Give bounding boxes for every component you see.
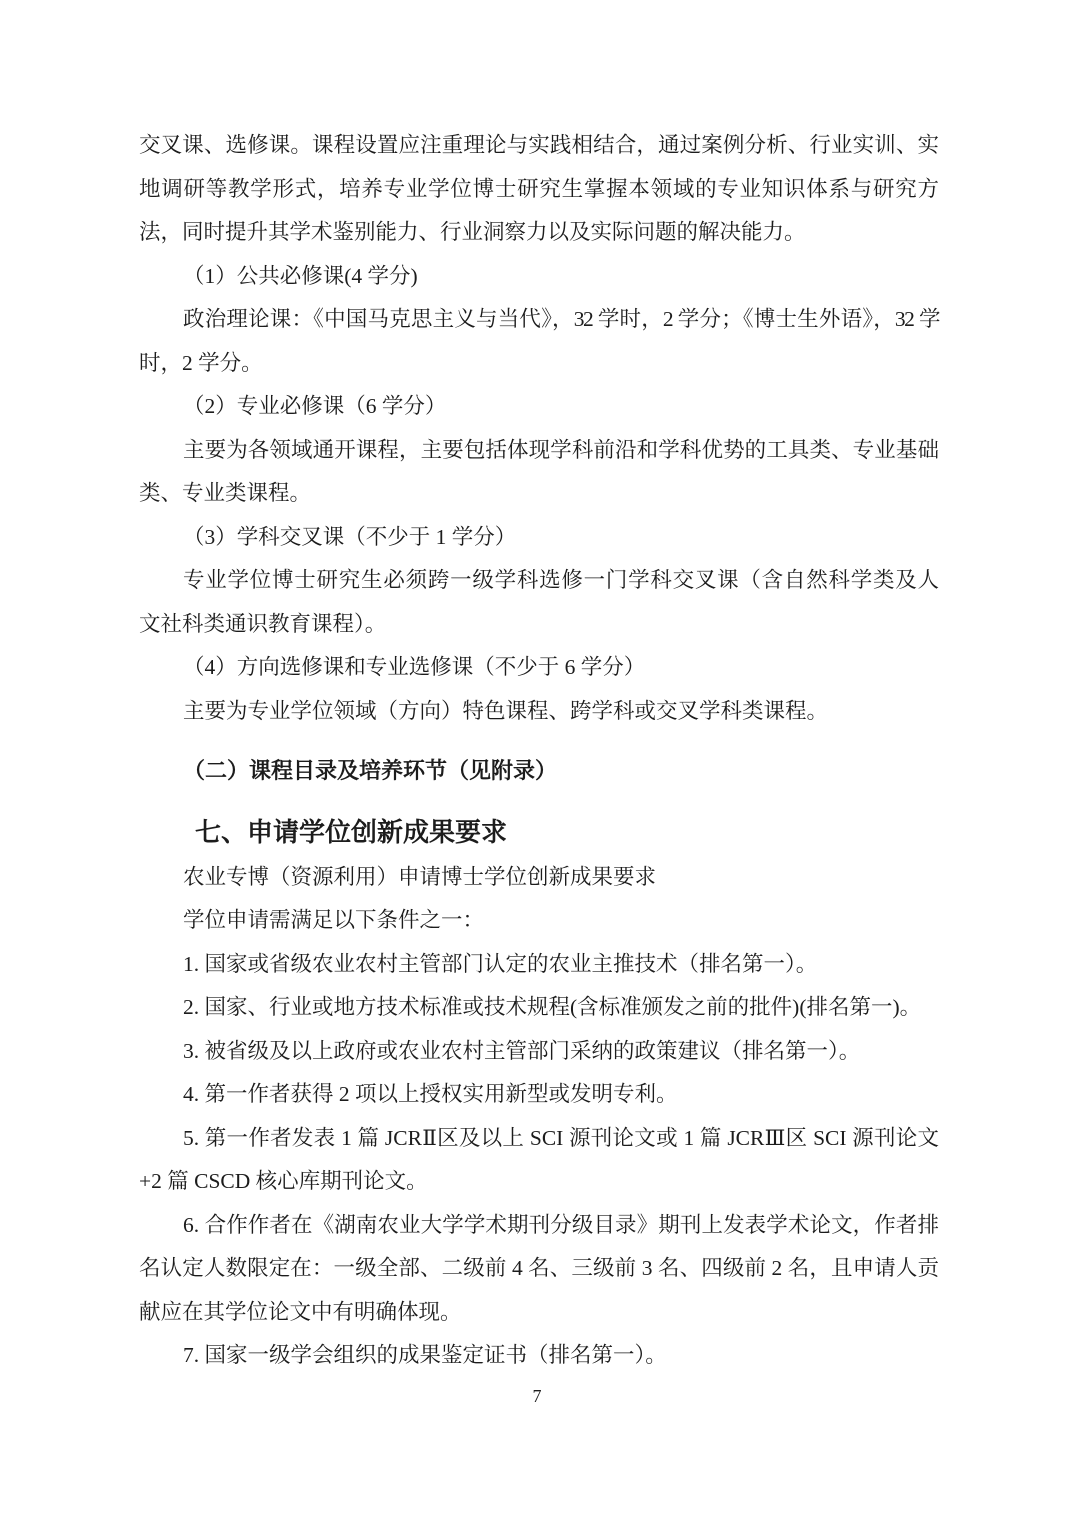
section-heading: （二）课程目录及培养环节（见附录） <box>183 758 558 783</box>
text-line: 献应在其学位论文中有明确体现。 <box>139 1299 462 1324</box>
text-line: 类、专业类课程。 <box>139 481 312 505</box>
requirement-item-line: 1. 国家或省级农业农村主管部门认定的农业主推技术（排名第一）。 <box>183 951 818 976</box>
text-line: 时，2 学分。 <box>139 350 263 375</box>
requirement-item-line: 5. 第一作者发表 1 篇 JCRⅡ区及以上 SCI 源刊论文或 1 篇 JCRⅢ区 SCI 源刊论文 <box>183 1125 939 1150</box>
requirement-item-line: 3. 被省级及以上政府或农业农村主管部门采纳的政策建议（排名第一）。 <box>183 1038 861 1063</box>
requirement-item-line: 6. 合作作者在《湖南农业大学学术期刊分级目录》期刊上发表学术论文，作者排 <box>183 1212 939 1237</box>
text-line: 政治理论课：《中国马克思主义与当代》，32 学时，2 学分；《博士生外语》，32 学 <box>183 307 939 331</box>
requirement-item-line: 2. 国家、行业或地方技术标准或技术规程(含标准颁发之前的批件)(排名第一)。 <box>183 995 922 1019</box>
text-line: +2 篇 CSCD 核心库期刊论文。 <box>139 1169 428 1193</box>
text-line: 主要为各领域通开课程，主要包括体现学科前沿和学科优势的工具类、专业基础 <box>183 437 939 462</box>
text-line: 交叉课、选修课。课程设置应注重理论与实践相结合，通过案例分析、行业实训、实 <box>139 133 939 157</box>
text-line: 文社科类通识教育课程）。 <box>139 611 387 636</box>
text-line: 名认定人数限定在：一级全部、二级前 4 名、三级前 3 名、四级前 2 名，且申请人贡 <box>139 1256 939 1280</box>
text-line: 主要为专业学位领域（方向）特色课程、跨学科或交叉学科类课程。 <box>183 698 829 723</box>
course-item-line: （4）方向选修课和专业选修课（不少于 6 学分） <box>183 655 646 679</box>
chapter-heading: 七、申请学位创新成果要求 <box>195 816 508 847</box>
requirement-item-line: 7. 国家一级学会组织的成果鉴定证书（排名第一）。 <box>183 1343 667 1367</box>
course-item-line: （2）专业必修课（6 学分） <box>183 394 447 418</box>
course-item-line: （3）学科交叉课（不少于 1 学分） <box>183 524 517 549</box>
text-line: 学位申请需满足以下条件之一： <box>183 908 485 932</box>
text-line: 农业专博（资源利用）申请博士学位创新成果要求 <box>183 864 657 889</box>
text-line: 地调研等教学形式，培养专业学位博士研究生掌握本领域的专业知识体系与研究方 <box>139 176 939 201</box>
requirement-item-line: 4. 第一作者获得 2 项以上授权实用新型或发明专利。 <box>183 1082 678 1106</box>
text-line: 法，同时提升其学术鉴别能力、行业洞察力以及实际问题的解决能力。 <box>139 220 806 244</box>
text-line: 专业学位博士研究生必须跨一级学科选修一门学科交叉课（含自然科学类及人 <box>183 568 939 592</box>
page-number: 7 <box>532 1386 542 1406</box>
course-item-line: （1）公共必修课(4 学分) <box>183 263 418 288</box>
